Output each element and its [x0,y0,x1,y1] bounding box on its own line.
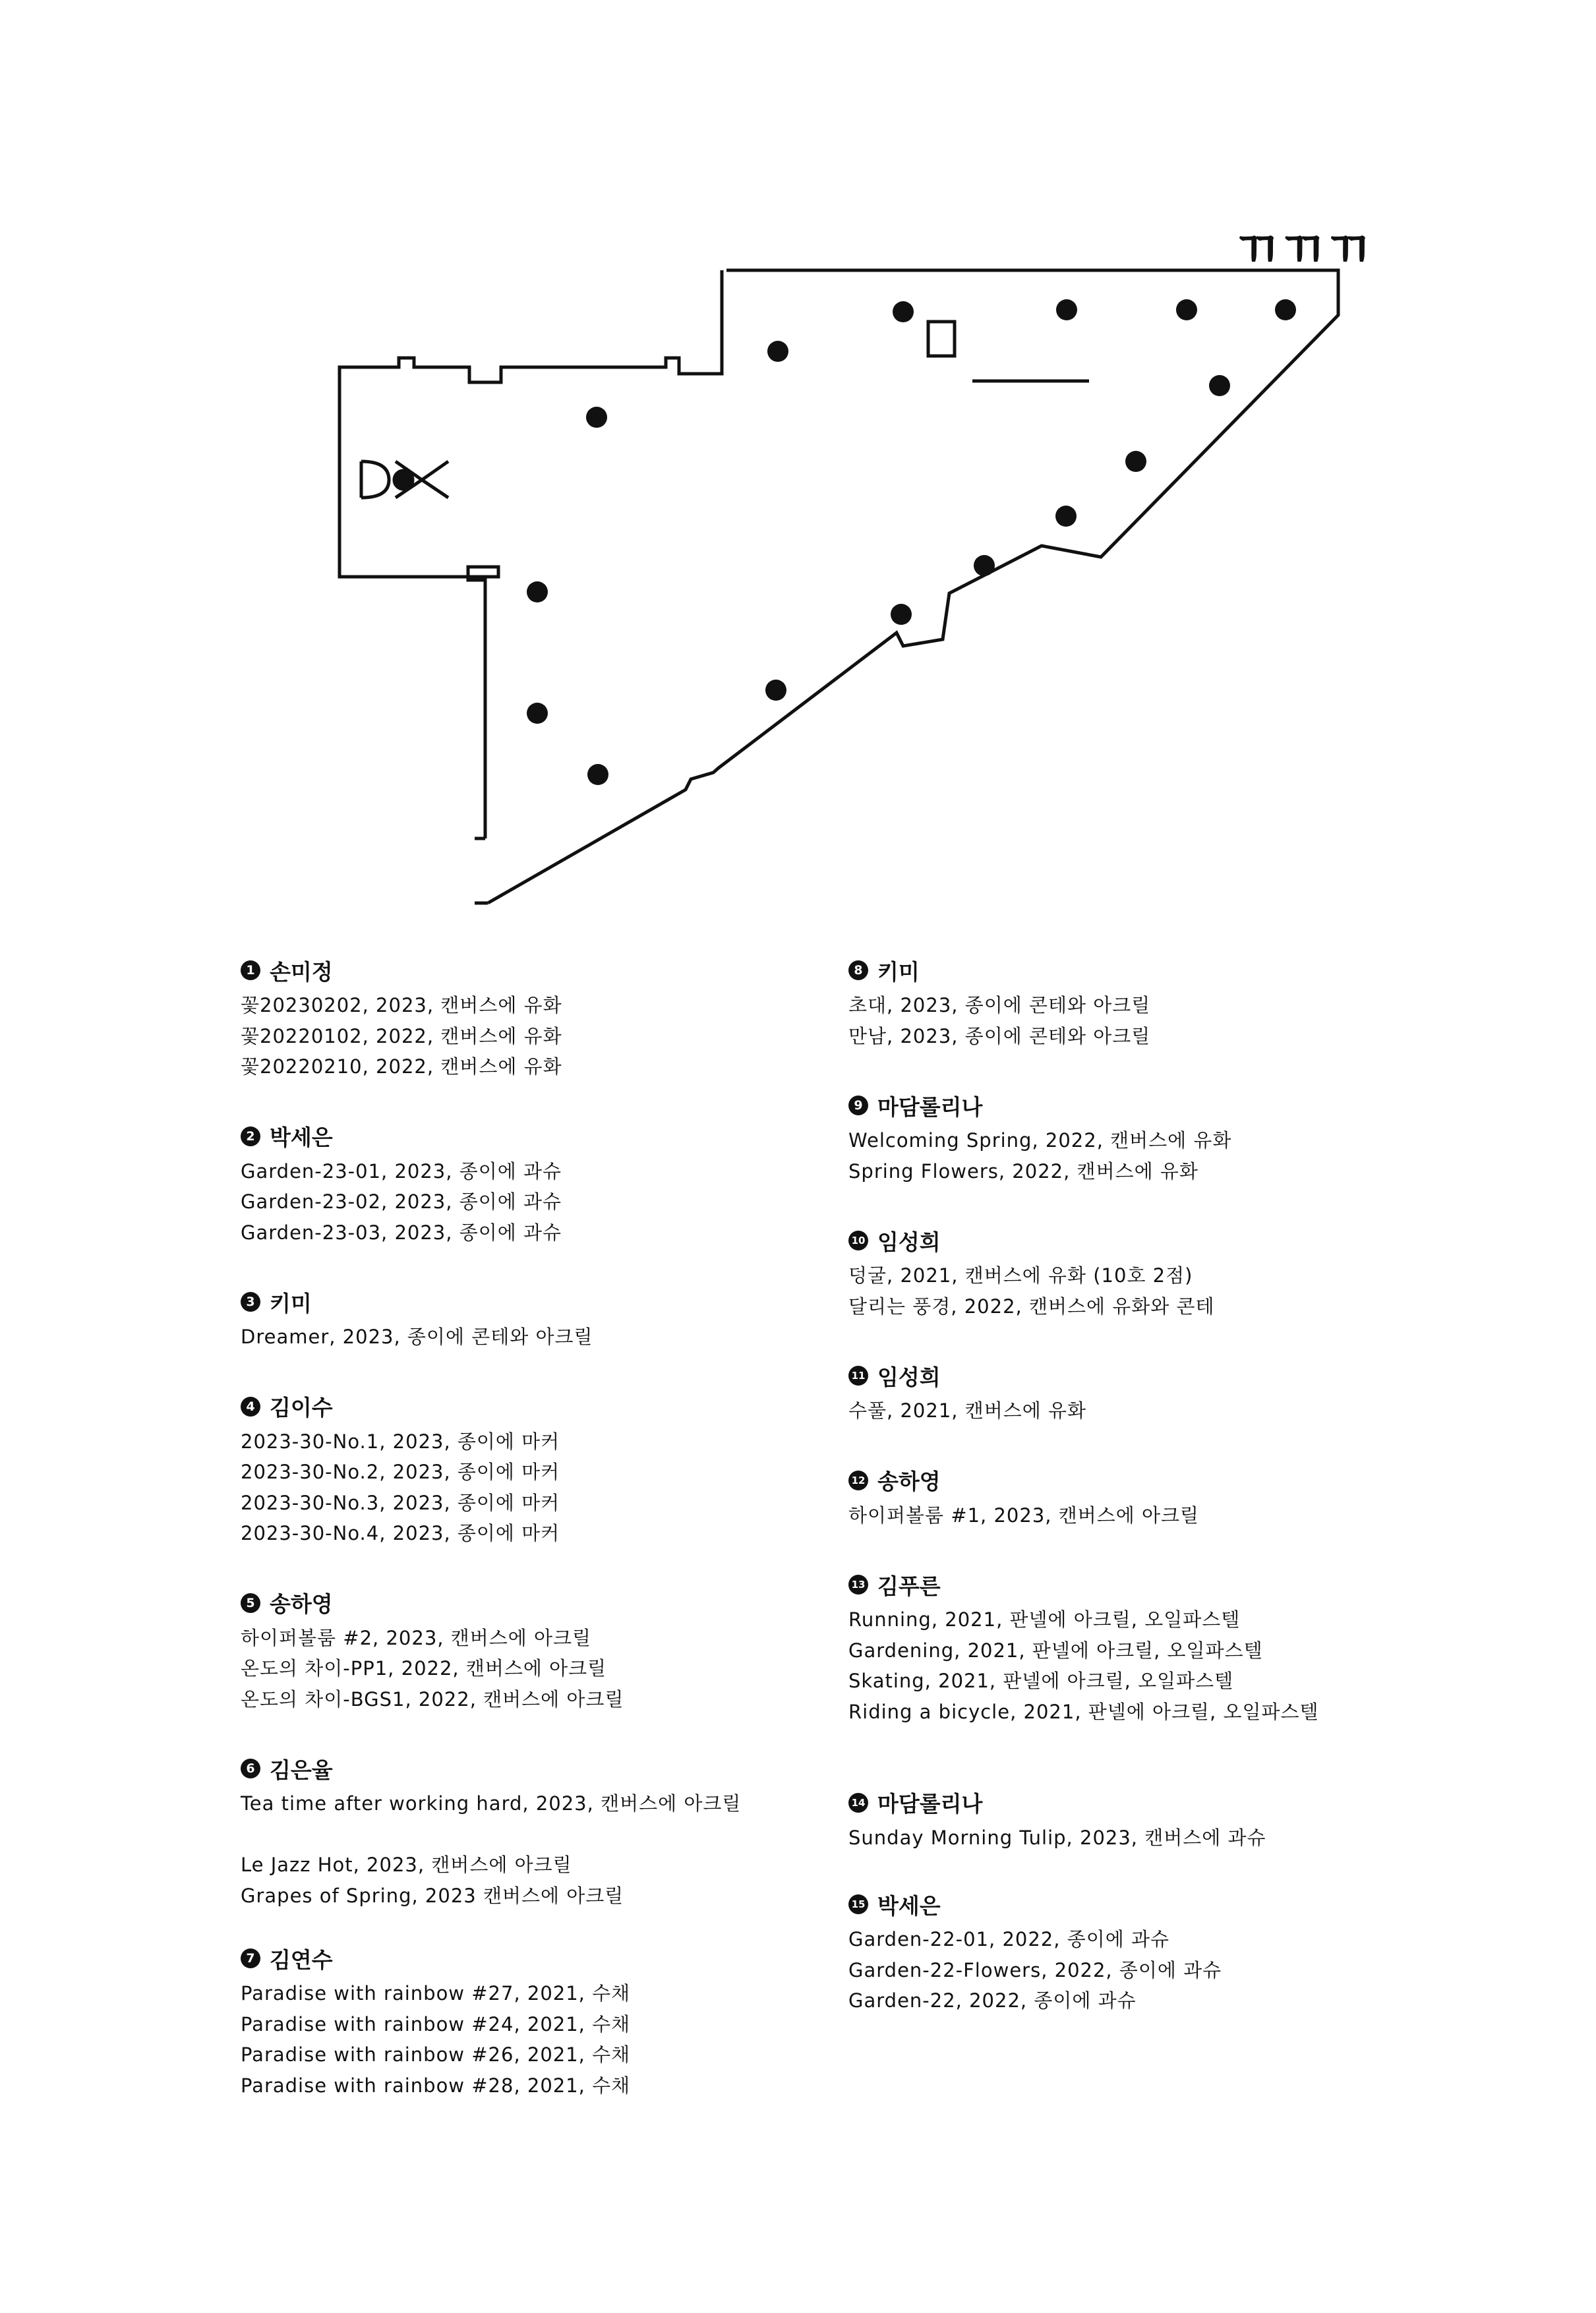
artist-name: 키미 [877,958,920,985]
artwork-spot [527,703,548,724]
logo: ㄲㄲㄲ [1233,220,1371,279]
artist-name: 김이수 [270,1395,333,1420]
artwork-caption: Paradise with rainbow #27, 2021, 수채 [241,1982,631,2005]
artwork-caption: 초대, 2023, 종이에 콘테와 아크릴 [848,994,1151,1016]
artist-name: 손미정 [270,958,333,985]
artist-heading [848,1885,1521,1924]
artwork-caption: 만남, 2023, 종이에 콘테와 아크릴 [848,1024,1151,1047]
artwork-caption: 하이퍼볼룸 #1, 2023, 캔버스에 아크릴 [848,1504,1200,1527]
artist-name: 송하영 [877,1469,941,1494]
artist-entry [241,1583,913,1749]
entrance-mark [361,461,448,498]
artwork-caption: Garden-22, 2022, 종이에 과슈 [848,1989,1137,2012]
artwork-caption: Garden-22-01, 2022, 종이에 과슈 [848,1928,1169,1950]
artwork-caption: Riding a bicycle, 2021, 판넬에 아크릴, 오일파스텔 [848,1700,1319,1723]
artist-entry [241,951,913,1117]
artist-entry [241,1387,913,1583]
artist-name: 김푸른 [877,1573,941,1599]
artist-entry [848,951,1521,1086]
artist-heading [848,951,1521,990]
artist-heading [241,1387,913,1426]
artist-entry [848,1783,1521,1885]
artist-entry [848,1885,1521,2047]
artwork-caption: Sunday Morning Tulip, 2023, 캔버스에 과슈 [848,1826,1266,1849]
spot-number-badge: 3 [241,1292,260,1312]
artwork-spot [974,555,995,576]
artwork-caption: 2023-30-No.4, 2023, 종이에 마커 [241,1522,560,1544]
artwork-caption: Paradise with rainbow #28, 2021, 수채 [241,2074,631,2097]
artwork-caption: Garden-23-02, 2023, 종이에 과슈 [241,1190,562,1213]
artwork-spot [587,764,608,785]
artist-heading [241,951,913,990]
artwork-list-left [241,951,913,2131]
artwork-caption: Garden-22-Flowers, 2022, 종이에 과슈 [848,1958,1222,1981]
artwork-caption: Gardening, 2021, 판넬에 아크릴, 오일파스텔 [848,1639,1263,1662]
artwork-spot [765,680,786,701]
artwork-spot [891,604,912,625]
artist-heading [241,1939,913,1978]
spot-number-badge: 8 [848,960,868,980]
artist-entry [241,1939,913,2131]
artist-heading [848,1783,1521,1823]
artwork-caption: 달리는 풍경, 2022, 캔버스에 유화와 콘테 [848,1295,1215,1318]
spot-number-badge: 15 [848,1894,868,1914]
artwork-spot [527,581,548,602]
spot-number-badge: 10 [848,1231,868,1250]
artwork-spot [1125,451,1146,472]
artwork-caption: 2023-30-No.1, 2023, 종이에 마커 [241,1430,560,1453]
artist-entry [241,1749,913,1939]
artwork-caption: 2023-30-No.3, 2023, 종이에 마커 [241,1491,560,1514]
artist-heading [241,1117,913,1156]
artwork-caption: Welcoming Spring, 2022, 캔버스에 유화 [848,1129,1232,1152]
artist-entry [848,1086,1521,1221]
artist-entry [848,1565,1521,1783]
artist-entry [848,1221,1521,1356]
artwork-caption [241,1819,913,1850]
artwork-caption: Paradise with rainbow #24, 2021, 수채 [241,2012,631,2035]
artwork-caption: 하이퍼볼룸 #2, 2023, 캔버스에 아크릴 [241,1626,592,1649]
artwork-caption: Garden-23-03, 2023, 종이에 과슈 [241,1221,562,1244]
spot-number-badge: 11 [848,1366,868,1386]
artist-entry [848,1356,1521,1461]
artwork-caption: 수풀, 2021, 캔버스에 유화 [848,1399,1087,1422]
spot-number-badge: 4 [241,1397,260,1417]
artwork-caption: Dreamer, 2023, 종이에 콘테와 아크릴 [241,1326,593,1348]
artwork-caption: 덩굴, 2021, 캔버스에 유화 (10호 2점) [848,1264,1193,1287]
artist-name: 마담롤리나 [877,1791,983,1817]
spot-number-badge: 13 [848,1575,868,1595]
artist-heading [848,1086,1521,1125]
floor-plan-room [928,322,955,356]
artist-name: 박세은 [270,1125,333,1150]
artist-name: 임성희 [877,1229,941,1255]
artwork-caption: Tea time after working hard, 2023, 캔버스에 아크릴 [241,1792,742,1815]
artist-heading [848,1565,1521,1604]
artist-name: 마담롤리나 [877,1094,983,1120]
artwork-spot [1176,299,1197,320]
spot-number-badge: 7 [241,1948,260,1968]
floor-plan-wall [340,270,1338,903]
spot-number-badge: 5 [241,1593,260,1613]
artwork-caption: 꽃20220210, 2022, 캔버스에 유화 [241,1055,562,1078]
artwork-spot [1055,506,1077,527]
artist-name: 임성희 [877,1364,941,1390]
artist-name: 박세은 [877,1892,941,1919]
artist-heading [848,1356,1521,1395]
spot-number-badge: 6 [241,1759,260,1778]
artwork-spot [767,341,788,362]
artwork-spot [586,407,607,428]
artwork-spot [1209,375,1230,396]
spot-number-badge: 1 [241,960,260,980]
artwork-caption: Grapes of Spring, 2023 캔버스에 아크릴 [241,1884,624,1907]
spot-number-badge: 9 [848,1096,868,1115]
spot-number-badge: 2 [241,1127,260,1146]
artwork-list-right [848,951,1521,2047]
artwork-caption: 꽃20230202, 2023, 캔버스에 유화 [241,994,562,1016]
artist-heading [241,1749,913,1788]
artwork-spot [1275,299,1296,320]
artwork-caption: 온도의 차이-PP1, 2022, 캔버스에 아크릴 [241,1657,607,1680]
artist-heading [848,1221,1521,1260]
artwork-caption: Le Jazz Hot, 2023, 캔버스에 아크릴 [241,1854,572,1876]
artist-name: 송하영 [270,1591,333,1617]
artwork-spot [893,301,914,322]
spot-number-badge: 12 [848,1471,868,1490]
artwork-caption: 꽃20220102, 2022, 캔버스에 유화 [241,1024,562,1047]
artist-entry [241,1282,913,1387]
artwork-caption: Garden-23-01, 2023, 종이에 과슈 [241,1159,562,1183]
spot-number-badge: 14 [848,1793,868,1813]
artwork-spot [1056,299,1077,320]
artwork-caption: Spring Flowers, 2022, 캔버스에 유화 [848,1159,1198,1183]
floor-plan-map [0,0,1596,923]
artist-name: 김은율 [270,1757,333,1783]
artwork-caption [848,1727,1521,1758]
artist-heading [848,1461,1521,1500]
artist-entry [241,1117,913,1283]
artist-name: 키미 [270,1290,312,1316]
artwork-caption: 온도의 차이-BGS1, 2022, 캔버스에 아크릴 [241,1687,624,1711]
artwork-caption: 2023-30-No.2, 2023, 종이에 마커 [241,1461,560,1483]
artwork-caption: Skating, 2021, 판넬에 아크릴, 오일파스텔 [848,1670,1234,1692]
artwork-caption: Running, 2021, 판넬에 아크릴, 오일파스텔 [848,1608,1241,1631]
artist-name: 김연수 [270,1947,333,1973]
artist-entry [848,1461,1521,1566]
artist-heading [241,1583,913,1623]
artist-heading [241,1282,913,1322]
artwork-caption: Paradise with rainbow #26, 2021, 수채 [241,2043,631,2066]
